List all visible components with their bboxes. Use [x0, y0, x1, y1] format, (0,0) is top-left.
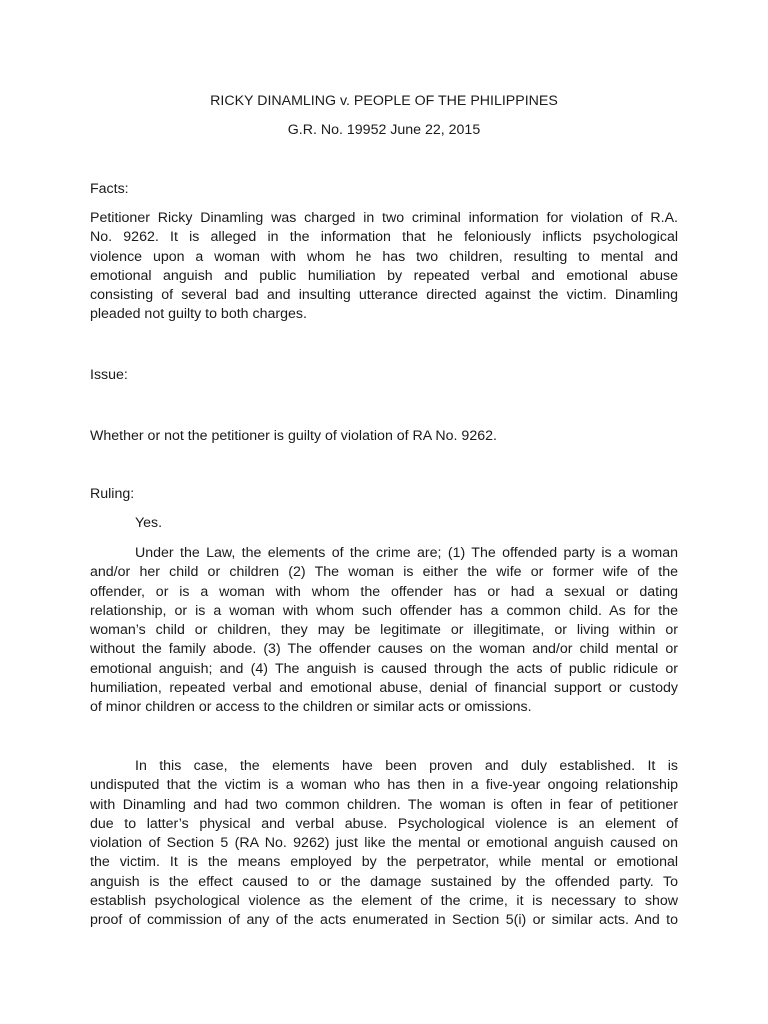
ruling-line: woman’s child or children, they may be legitimate or illegitimate, or living within or: [90, 622, 678, 639]
ruling-line: of minor children or access to the children or similar acts or omissions.: [90, 699, 532, 716]
facts-line: pleaded not guilty to both charges.: [90, 306, 307, 323]
facts-line: consisting of several bad and insulting utterance directed against the victim. Dinamling: [90, 287, 678, 304]
ruling-line: without the family abode. (3) The offender causes on the woman and/or child mental or: [90, 641, 678, 658]
ruling-line: violation of Section 5 (RA No. 9262) just like the mental or emotional anguish caused on: [90, 835, 678, 852]
ruling-line: proof of commission of any of the acts enumerated in Section 5(i) or similar acts. And to: [90, 912, 678, 929]
ruling-answer: Yes.: [135, 515, 163, 531]
ruling-line: relationship, or is a woman with whom such offender has a common child. As for the: [90, 602, 678, 619]
facts-line: Petitioner Ricky Dinamling was charged in two criminal information for violation of R.A.: [90, 210, 678, 226]
ruling-line: offender, or is a woman with whom the offender has or had a sexual or dating: [90, 583, 678, 600]
case-title: RICKY DINAMLING v. PEOPLE OF THE PHILIPPINES: [210, 93, 558, 109]
ruling-paragraph-elements: [90, 544, 678, 718]
ruling-line: Under the Law, the elements of the crime are; (1) The offended party is a woman: [135, 545, 678, 561]
facts-heading: Facts:: [90, 181, 129, 197]
ruling-line: emotional anguish; and (4) The anguish is caused through the acts of public ridicule or: [90, 660, 678, 677]
ruling-line: and/or her child or children (2) The woman is either the wife or former wife of the: [90, 564, 678, 581]
ruling-line: with Dinamling and had two common children. The woman is often in fear of petitioner: [90, 796, 678, 813]
ruling-line: anguish is the effect caused to or the damage sustained by the offended party. To: [90, 873, 678, 890]
facts-line: No. 9262. It is alleged in the information that he feloniously inflicts psychological: [90, 229, 678, 246]
issue-text: Whether or not the petitioner is guilty of violation of RA No. 9262.: [90, 428, 497, 444]
issue-heading: Issue:: [90, 367, 128, 383]
ruling-line: the victim. It is the means employed by the perpetrator, while mental or emotional: [90, 854, 678, 871]
ruling-paragraph-application: [90, 757, 678, 931]
facts-paragraph: [90, 209, 678, 325]
ruling-line: humiliation, repeated verbal and emotional abuse, denial of financial support or custody: [90, 680, 678, 697]
case-citation: G.R. No. 19952 June 22, 2015: [287, 122, 481, 138]
ruling-line: establish psychological violence as the element of the crime, it is necessary to show: [90, 893, 678, 910]
ruling-line: In this case, the elements have been proven and duly established. It is: [135, 758, 678, 774]
facts-line: emotional anguish and public humiliation by repeated verbal and emotional abuse: [90, 267, 678, 284]
ruling-heading: Ruling:: [90, 486, 135, 502]
facts-line: violence upon a woman with whom he has two children, resulting to mental and: [90, 248, 678, 265]
ruling-line: due to latter’s physical and verbal abuse. Psychological violence is an element of: [90, 815, 678, 832]
ruling-line: undisputed that the victim is a woman who has then in a five-year ongoing relationship: [90, 777, 678, 794]
